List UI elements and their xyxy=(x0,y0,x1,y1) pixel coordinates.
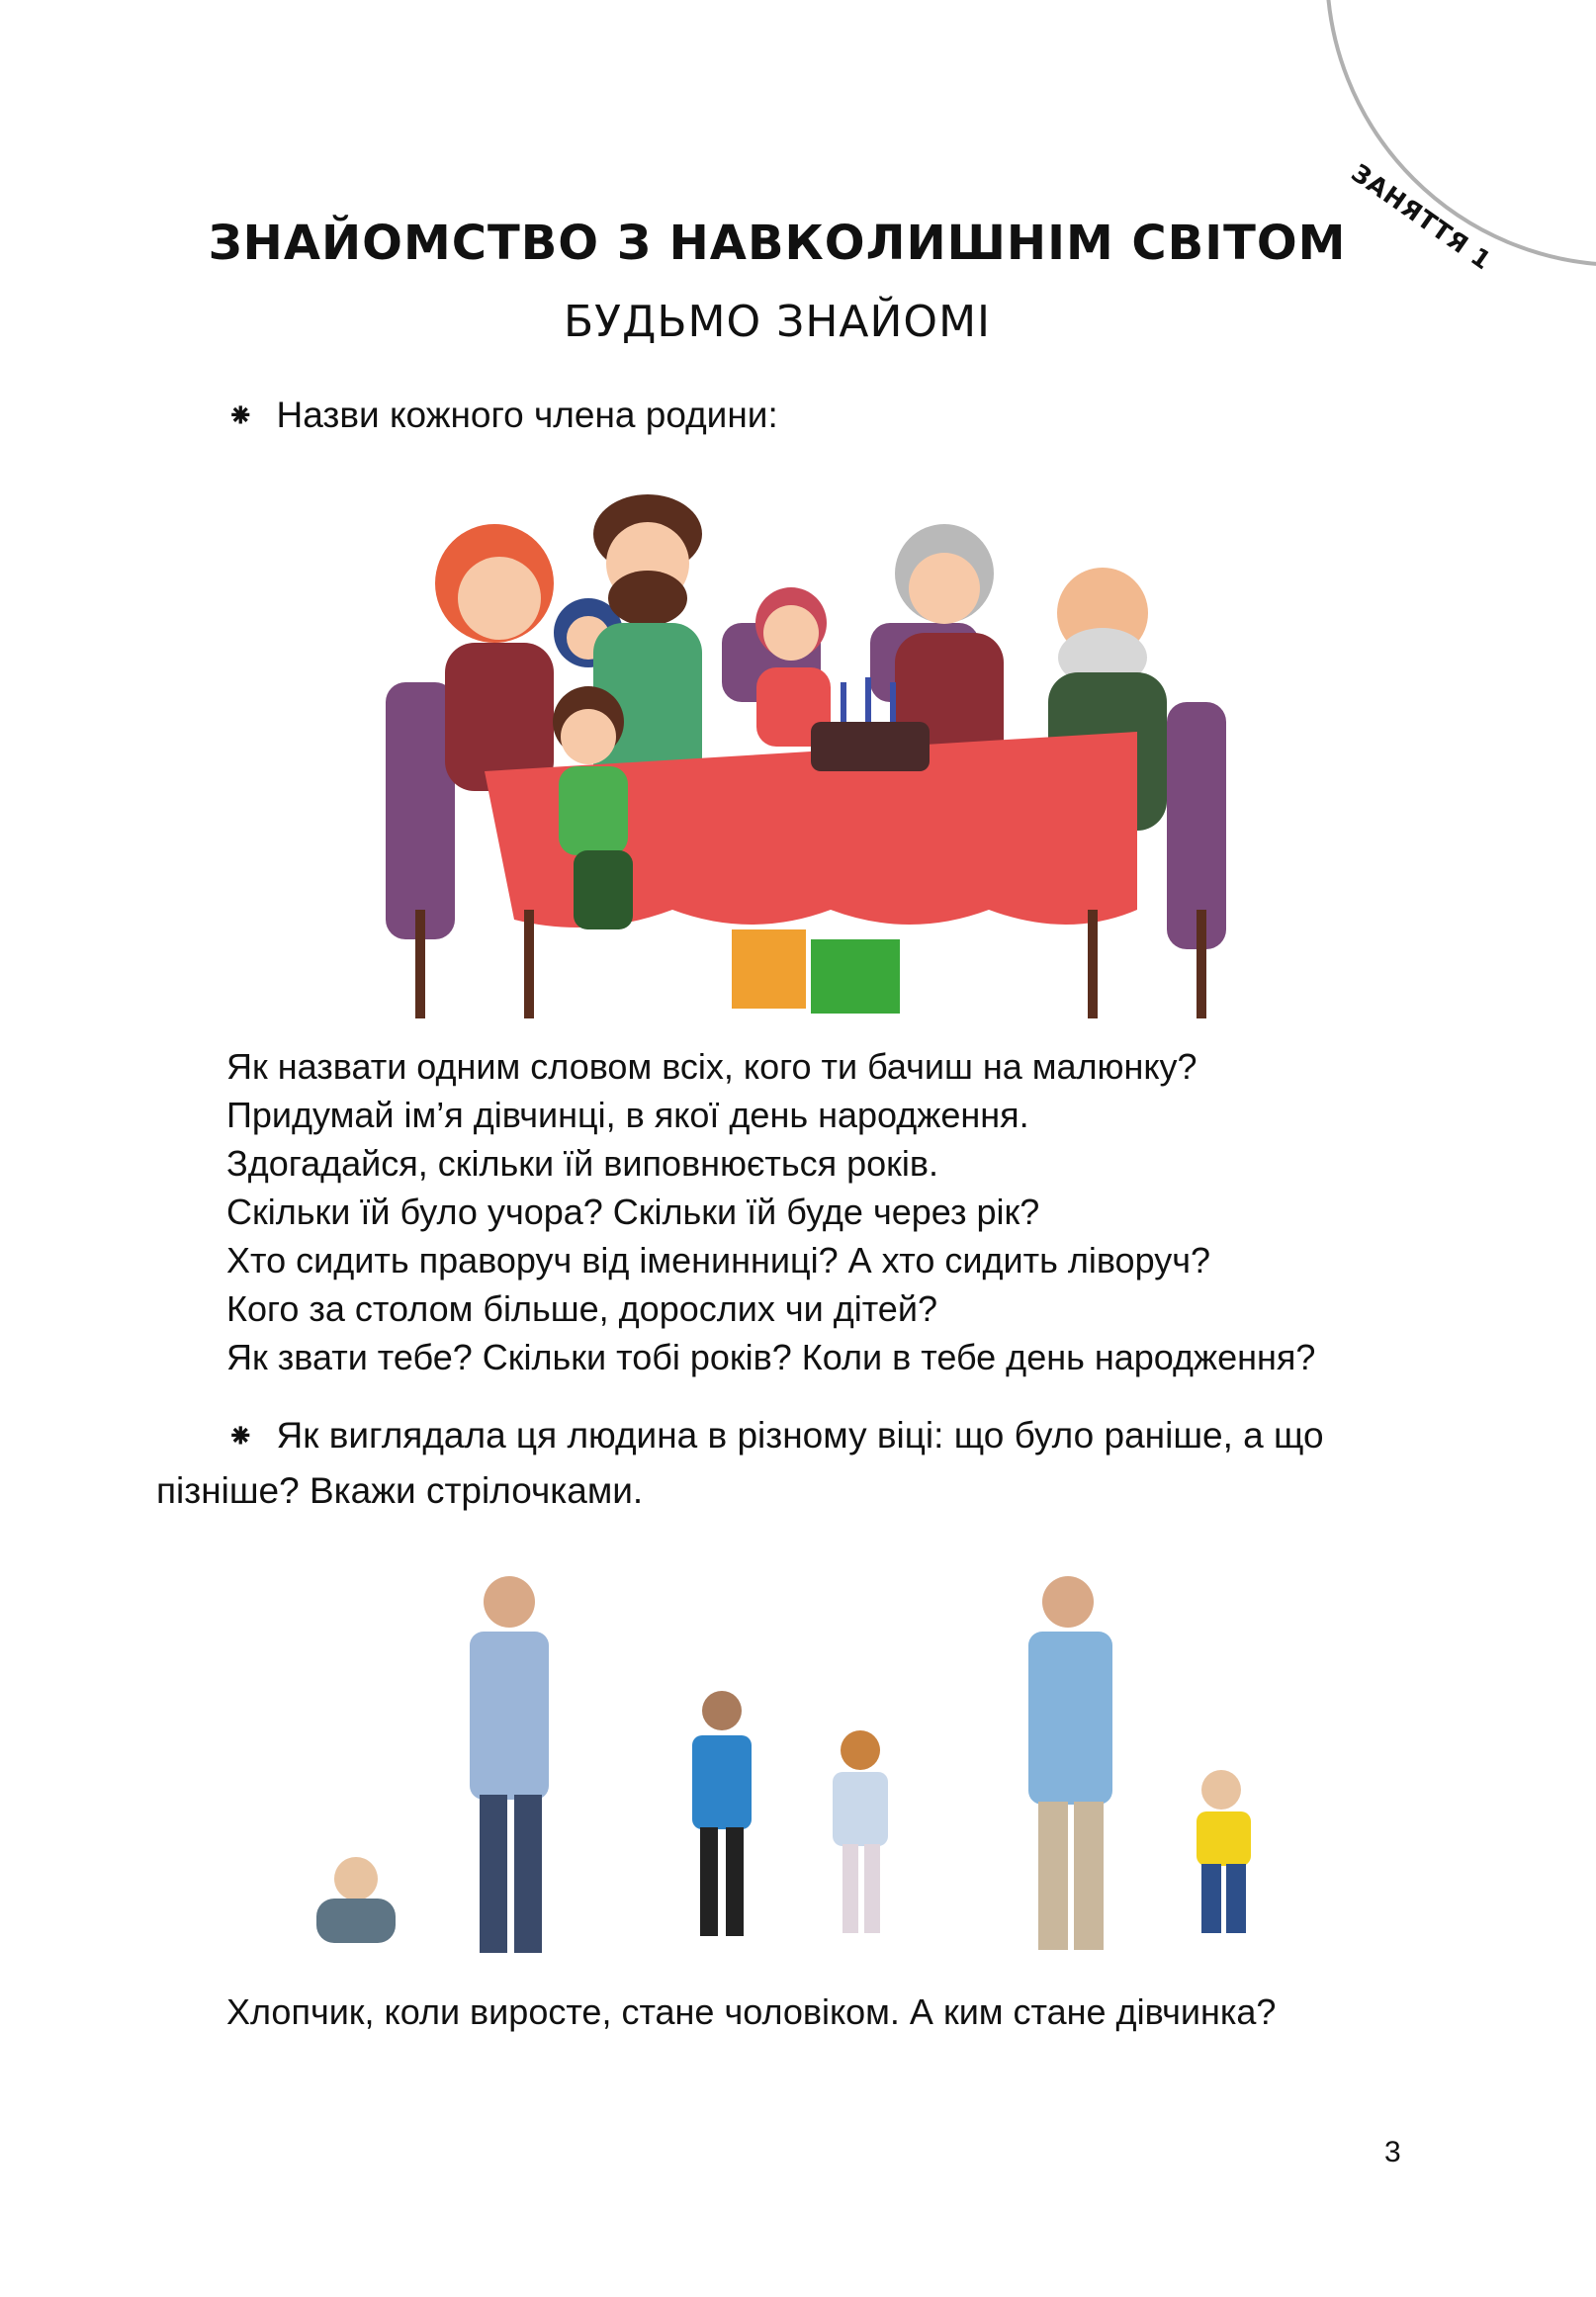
chair-left xyxy=(386,682,455,939)
adult-man xyxy=(470,1576,549,1953)
boy xyxy=(692,1691,752,1936)
boy xyxy=(559,766,628,855)
question-list xyxy=(226,1042,1315,1381)
lesson-tag: ЗАНЯТТЯ 1 xyxy=(1346,158,1497,276)
asterisk-icon: ⁕ xyxy=(226,1418,255,1456)
asterisk-icon: ⁕ xyxy=(226,398,255,435)
question: Скільки їй було учора? Скільки їй буде через рік? xyxy=(226,1192,1040,1232)
family-birthday-illustration xyxy=(376,475,1246,1028)
people-ages-illustration xyxy=(297,1543,1286,1978)
question: Здогадайся, скільки їй виповнюється років. xyxy=(226,1143,939,1184)
task-1 xyxy=(226,388,778,444)
question: Кого за столом більше, дорослих чи дітей? xyxy=(226,1288,937,1329)
question: Як звати тебе? Скільки тобі років? Коли в тебе день народження? xyxy=(226,1337,1316,1377)
question: Хто сидить праворуч від іменинниці? А хто сидить ліворуч? xyxy=(226,1240,1210,1281)
page-subtitle: БУДЬМО ЗНАЙОМІ xyxy=(563,297,992,347)
girl xyxy=(833,1730,888,1933)
page-number: 3 xyxy=(1384,2136,1401,2168)
crawling-baby xyxy=(316,1857,396,1943)
birthday-cake xyxy=(811,722,930,771)
question: Придумай ім’я дівчинці, в якої день народження. xyxy=(226,1095,1029,1135)
gift-green xyxy=(811,939,900,1014)
task-1-text: Назви кожного члена родини: xyxy=(276,395,778,435)
page-title: ЗНАЙОМСТВО З НАВКОЛИШНІМ СВІТОМ xyxy=(208,216,1347,271)
caption: Хлопчик, коли виросте, стане чоловіком. А ким стане дівчинка? xyxy=(226,1991,1277,2032)
task-2 xyxy=(226,1408,1324,1464)
toddler xyxy=(1197,1770,1251,1933)
task-2-line-1: Як виглядала ця людина в різному віці: що було раніше, а що xyxy=(276,1415,1324,1456)
gift-orange xyxy=(732,929,806,1009)
question: Як назвати одним словом всіх, кого ти бачиш на малюнку? xyxy=(226,1046,1197,1087)
task-2-line-2: пізніше? Вкажи стрілочками. xyxy=(156,1470,644,1511)
old-man xyxy=(1028,1576,1112,1950)
